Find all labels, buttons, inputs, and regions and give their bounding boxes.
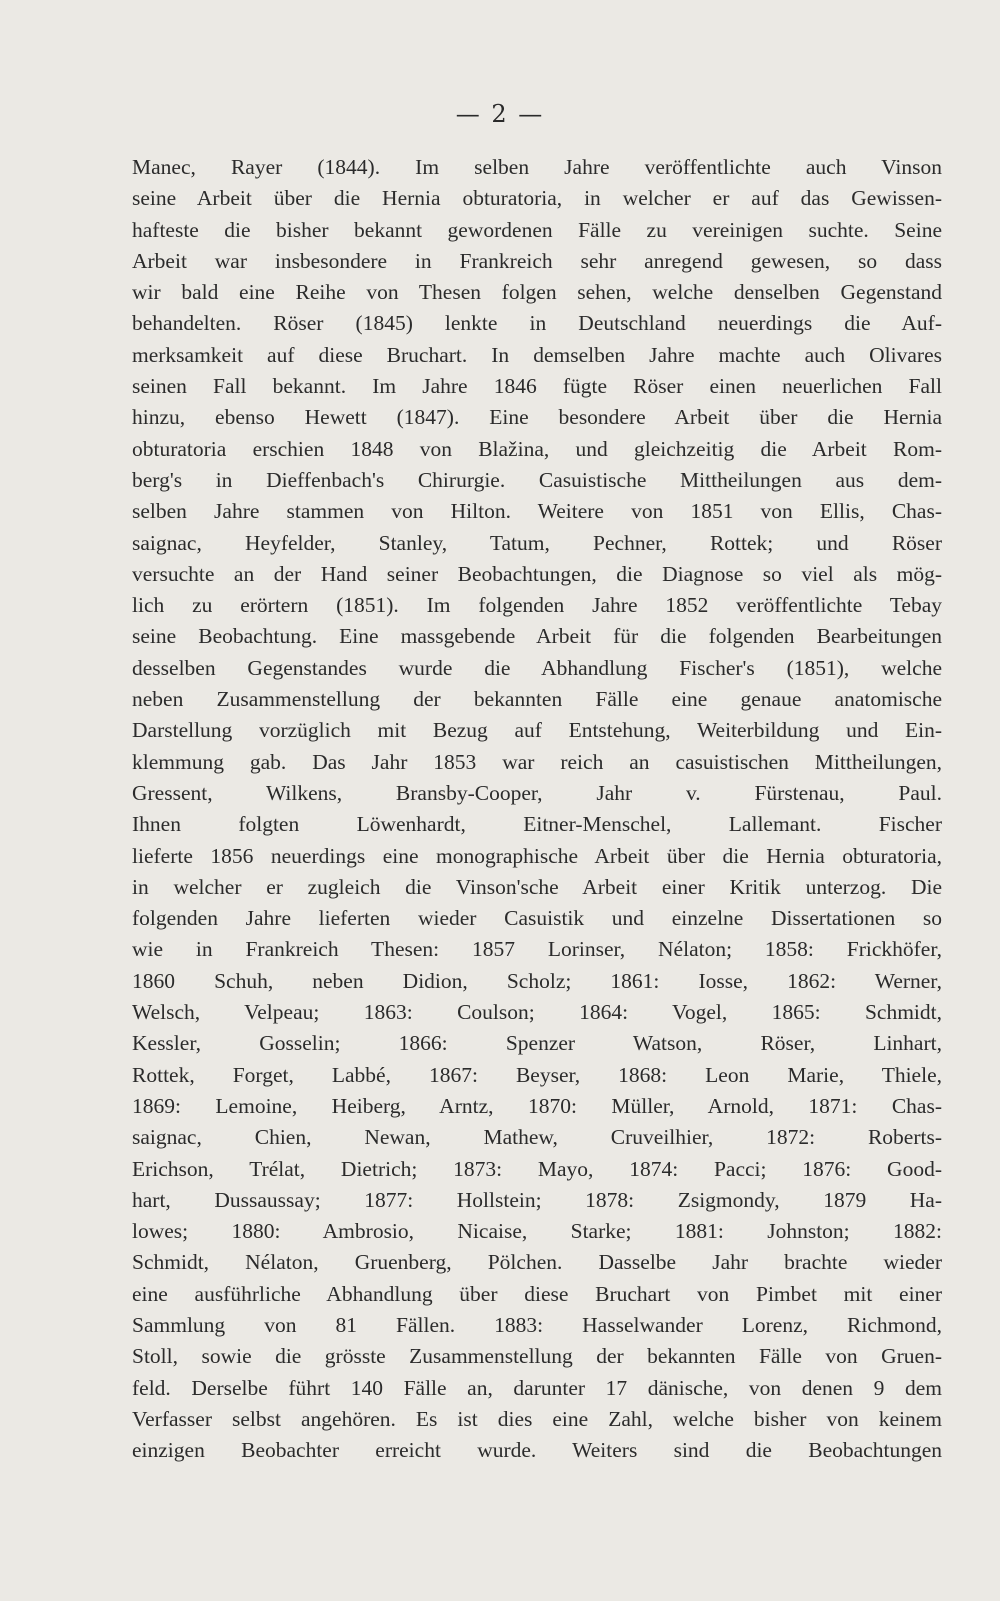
text-line: selben Jahre stammen von Hilton. Weitere von 1851 von Ellis, Chas- [132, 499, 942, 524]
text-line: Darstellung vorzüglich mit Bezug auf Entstehung, Weiterbildung und Ein- [132, 718, 942, 743]
text-line: folgenden Jahre lieferten wieder Casuistik und einzelne Dissertationen so [132, 906, 942, 931]
text-line: Stoll, sowie die grösste Zusammenstellung der bekannten Fälle von Gruen- [132, 1344, 942, 1369]
text-line: versuchte an der Hand seiner Beobachtungen, die Diagnose so viel als mög- [132, 561, 942, 586]
text-line: seinen Fall bekannt. Im Jahre 1846 fügte Röser einen neuerlichen Fall [132, 374, 942, 399]
text-line: berg's in Dieffenbach's Chirurgie. Casuistische Mittheilungen aus dem- [132, 467, 942, 492]
text-line: seine Beobachtung. Eine massgebende Arbeit für die folgenden Bearbeitungen [132, 624, 942, 649]
text-line: einzigen Beobachter erreicht wurde. Weiters sind die Beobachtungen [132, 1438, 942, 1463]
text-line: hafteste die bisher bekannt gewordenen Fälle zu vereinigen suchte. Seine [132, 217, 942, 242]
text-line: 1869: Lemoine, Heiberg, Arntz, 1870: Müller, Arnold, 1871: Chas- [132, 1093, 942, 1118]
text-line: Kessler, Gosselin; 1866: Spenzer Watson, Röser, Linhart, [132, 1031, 942, 1056]
text-line: klemmung gab. Das Jahr 1853 war reich an casuistischen Mittheilungen, [132, 749, 942, 774]
text-line: Schmidt, Nélaton, Gruenberg, Pölchen. Dasselbe Jahr brachte wieder [132, 1250, 942, 1275]
text-line: saignac, Heyfelder, Stanley, Tatum, Pechner, Rottek; und Röser [132, 530, 942, 555]
text-line: saignac, Chien, Newan, Mathew, Cruveilhier, 1872: Roberts- [132, 1125, 942, 1150]
text-line: lieferte 1856 neuerdings eine monographische Arbeit über die Hernia obturatoria, [132, 843, 942, 868]
text-line: Erichson, Trélat, Dietrich; 1873: Mayo, 1874: Pacci; 1876: Good- [132, 1156, 942, 1181]
text-line: 1860 Schuh, neben Didion, Scholz; 1861: Iosse, 1862: Werner, [132, 968, 942, 993]
text-line: wir bald eine Reihe von Thesen folgen sehen, welche denselben Gegenstand [132, 280, 942, 305]
text-line: Manec, Rayer (1844). Im selben Jahre veröffentlichte auch Vinson [132, 155, 942, 179]
text-line: hinzu, ebenso Hewett (1847). Eine besondere Arbeit über die Hernia [132, 405, 942, 430]
text-line: Rottek, Forget, Labbé, 1867: Beyser, 1868: Leon Marie, Thiele, [132, 1062, 942, 1087]
text-line: Welsch, Velpeau; 1863: Coulson; 1864: Vogel, 1865: Schmidt, [132, 1000, 942, 1025]
text-line: desselben Gegenstandes wurde die Abhandlung Fischer's (1851), welche [132, 655, 942, 680]
text-line: Verfasser selbst angehören. Es ist dies eine Zahl, welche bisher von keinem [132, 1406, 942, 1431]
text-line: Sammlung von 81 Fällen. 1883: Hasselwander Lorenz, Richmond, [132, 1312, 942, 1337]
text-line: neben Zusammenstellung der bekannten Fälle eine genaue anatomische [132, 687, 942, 712]
text-line: lich zu erörtern (1851). Im folgenden Jahre 1852 veröffentlichte Tebay [132, 593, 942, 618]
text-line: behandelten. Röser (1845) lenkte in Deutschland neuerdings die Auf- [132, 311, 942, 336]
text-line: eine ausführliche Abhandlung über diese Bruchart von Pimbet mit einer [132, 1281, 942, 1306]
text-line: Ihnen folgten Löwenhardt, Eitner-Menschel, Lallemant. Fischer [132, 812, 942, 837]
page-number: — 2 — [455, 100, 545, 128]
text-line: hart, Dussaussay; 1877: Hollstein; 1878: Zsigmondy, 1879 Ha- [132, 1187, 942, 1212]
text-line: Arbeit war insbesondere in Frankreich sehr anregend gewesen, so dass [132, 248, 942, 273]
text-line: obturatoria erschien 1848 von Blažina, und gleichzeitig die Arbeit Rom- [132, 436, 942, 461]
text-line: in welcher er zugleich die Vinson'sche Arbeit einer Kritik unterzog. Die [132, 874, 942, 899]
text-line: lowes; 1880: Ambrosio, Nicaise, Starke; 1881: Johnston; 1882: [132, 1219, 942, 1244]
text-line: seine Arbeit über die Hernia obturatoria, in welcher er auf das Gewissen- [132, 186, 942, 211]
text-line: feld. Derselbe führt 140 Fälle an, darunter 17 dänische, von denen 9 dem [132, 1375, 942, 1400]
text-line: Gressent, Wilkens, Bransby-Cooper, Jahr v. Fürstenau, Paul. [132, 780, 942, 805]
body-paragraph [132, 152, 942, 1466]
text-line: merksamkeit auf diese Bruchart. In demselben Jahre machte auch Olivares [132, 342, 942, 367]
text-line: wie in Frankreich Thesen: 1857 Lorinser, Nélaton; 1858: Frickhöfer, [132, 937, 942, 962]
